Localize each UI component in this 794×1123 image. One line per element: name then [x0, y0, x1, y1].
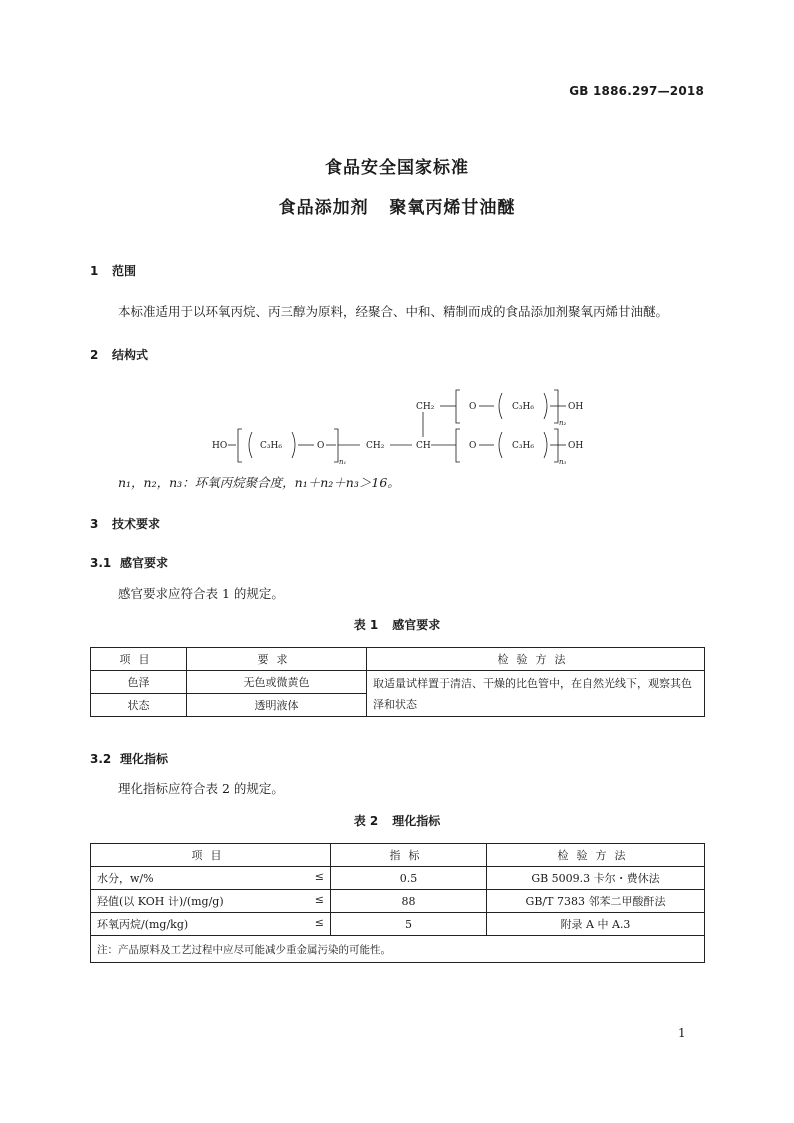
- section-number: 2: [90, 348, 99, 362]
- formula-c3h6: C₃H₆: [260, 441, 282, 451]
- leq-symbol: ≤: [314, 916, 324, 929]
- row-item: [91, 890, 331, 913]
- table-header-row: [91, 648, 705, 671]
- header-method: 检验方法: [487, 844, 705, 867]
- sensory-requirements-table: [90, 647, 705, 717]
- header-indicator: 指标: [331, 844, 487, 867]
- physchem-indicators-table: [90, 843, 705, 963]
- section-heading-physchem: [90, 750, 168, 767]
- formula-n2: n₂: [559, 419, 567, 427]
- polymerization-degree-note: n₁，n₂，n₃：环氧丙烷聚合度，n₁＋n₂＋n₃＞16。: [118, 475, 400, 490]
- table-note: 注：产品原料及工艺过程中应尽可能减少重金属污染的可能性。: [91, 936, 705, 963]
- leq-symbol: ≤: [314, 870, 324, 883]
- section-heading-requirements: [90, 515, 160, 532]
- section-title: 范围: [112, 264, 137, 278]
- caption-number: 表 2: [353, 814, 379, 828]
- sensory-paragraph: 感官要求应符合表 1 的规定。: [118, 586, 284, 601]
- caption-title: 理化指标: [392, 814, 441, 828]
- section-number: 3.1: [90, 556, 112, 570]
- physchem-paragraph: 理化指标应符合表 2 的规定。: [118, 781, 284, 796]
- section-heading-sensory: [90, 554, 168, 571]
- row-value: 0.5: [331, 867, 487, 890]
- row-method: GB/T 7383 邻苯二甲酸酐法: [487, 890, 705, 913]
- header-requirement: 要求: [187, 648, 367, 671]
- section-number: 1: [90, 264, 99, 278]
- formula-c3h6: C₃H₆: [512, 441, 534, 451]
- formula-ho: HO: [212, 441, 228, 451]
- section-heading-scope: [90, 262, 136, 279]
- row-method: 附录 A 中 A.3: [487, 913, 705, 936]
- formula-c3h6: C₃H₆: [512, 402, 534, 412]
- table-header-row: [91, 844, 705, 867]
- item-label: 水分，w/%: [97, 872, 154, 885]
- caption-number: 表 1: [353, 618, 379, 632]
- row-item: 色泽: [91, 671, 187, 694]
- scope-paragraph: 本标准适用于以环氧丙烷、丙三醇为原料，经聚合、中和、精制而成的食品添加剂聚氧丙烯甘油醚。: [118, 304, 669, 319]
- document-title: 食品安全国家标准: [325, 158, 469, 178]
- formula-n1: n₁: [339, 458, 347, 466]
- section-title: 技术要求: [112, 517, 161, 531]
- formula-oh: OH: [568, 441, 584, 451]
- caption-title: 感官要求: [392, 618, 441, 632]
- row-method: 取适量试样置于清洁、干燥的比色管中，在自然光线下，观察其色泽和状态: [367, 671, 705, 717]
- section-number: 3.2: [90, 752, 112, 766]
- row-value: 5: [331, 913, 487, 936]
- formula-oh: OH: [568, 402, 584, 412]
- document-subtitle: 食品添加剂 聚氧丙烯甘油醚: [278, 198, 516, 218]
- table-row: [91, 913, 705, 936]
- header-method: 检验方法: [367, 648, 705, 671]
- item-label: 羟值(以 KOH 计)/(mg/g): [97, 895, 224, 908]
- row-requirement: 无色或微黄色: [187, 671, 367, 694]
- formula-ch: CH: [416, 441, 431, 451]
- row-requirement: 透明液体: [187, 694, 367, 717]
- row-item: 状态: [91, 694, 187, 717]
- formula-o: O: [469, 441, 477, 451]
- section-title: 感官要求: [120, 556, 169, 570]
- table-row: [91, 867, 705, 890]
- section-title: 结构式: [112, 348, 149, 362]
- section-number: 3: [90, 517, 99, 531]
- formula-o: O: [469, 402, 477, 412]
- table2-caption: [0, 812, 794, 829]
- table1-caption: [0, 616, 794, 633]
- row-item: [91, 913, 331, 936]
- leq-symbol: ≤: [314, 893, 324, 906]
- row-item: [91, 867, 331, 890]
- page-number: 1: [678, 1026, 686, 1040]
- structural-formula: [200, 382, 600, 472]
- formula-ch2: CH₂: [416, 402, 435, 412]
- row-method: GB 5009.3 卡尔・费休法: [487, 867, 705, 890]
- table-note-row: [91, 936, 705, 963]
- formula-o: O: [317, 441, 325, 451]
- table-row: [91, 671, 705, 694]
- header-item: 项目: [91, 844, 331, 867]
- section-heading-structure: [90, 346, 148, 363]
- formula-n3: n₃: [559, 458, 567, 466]
- table-row: [91, 890, 705, 913]
- header-item: 项目: [91, 648, 187, 671]
- row-value: 88: [331, 890, 487, 913]
- section-title: 理化指标: [120, 752, 169, 766]
- formula-ch2: CH₂: [366, 441, 385, 451]
- item-label: 环氧丙烷/(mg/kg): [97, 918, 189, 931]
- standard-code: GB 1886.297—2018: [569, 84, 704, 98]
